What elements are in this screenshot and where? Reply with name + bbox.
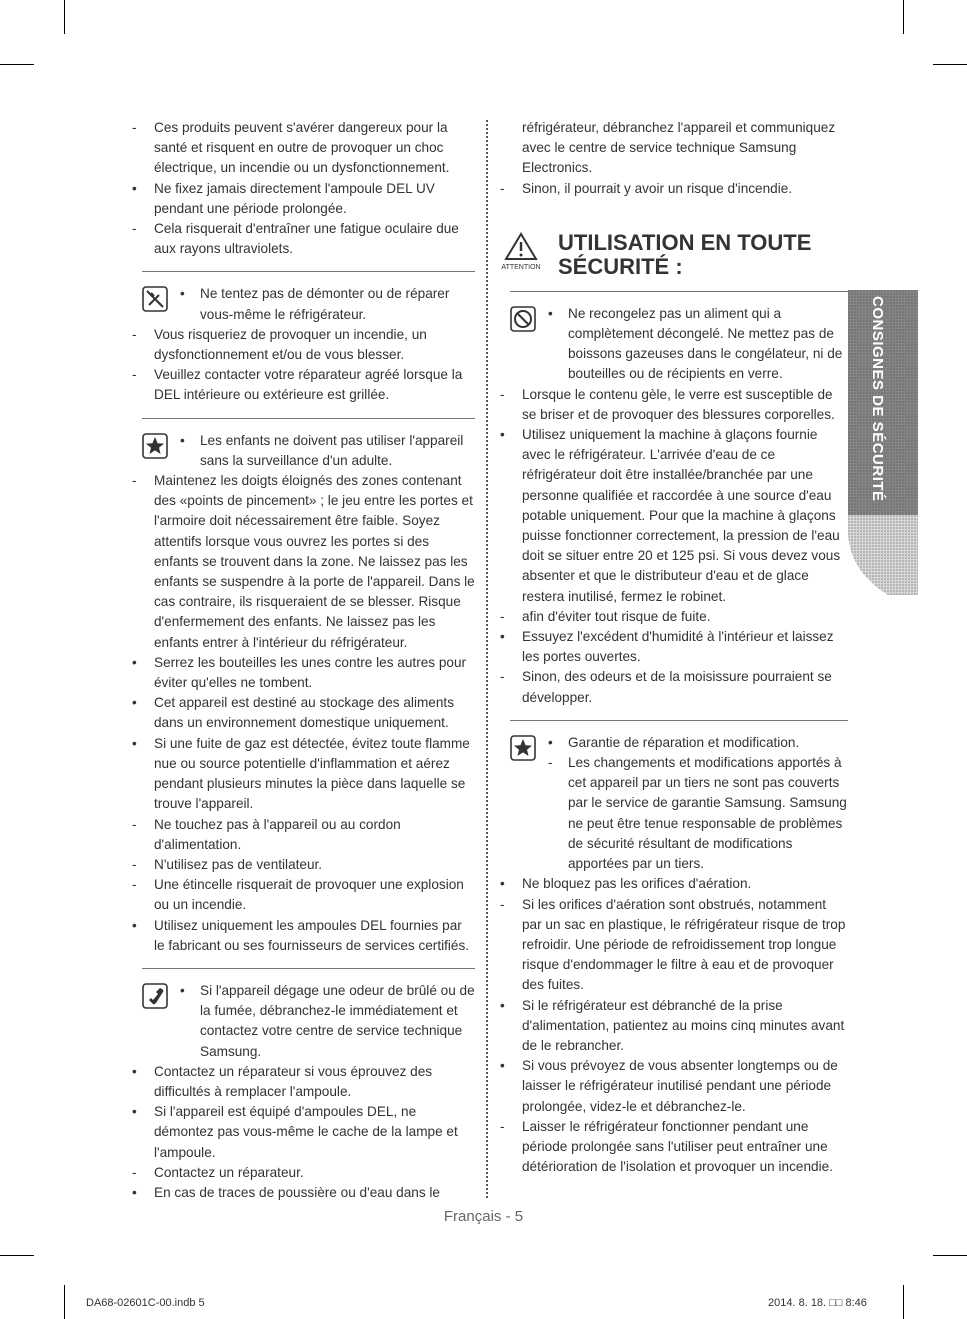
notice-sub: Les changements et modifications apportés à cet appareil par un tiers ne sont pas couverts par le service de garantie Samsung. Samsung ne peut être tenue responsable de problèmes de sécurité résultant de modifications apportées par un tiers.: [568, 755, 847, 872]
bullet-marker: [132, 693, 150, 713]
list-item: [130, 734, 475, 815]
list-item-text: Laisser le réfrigérateur fonctionner pendant une période prolongée sans l'utiliser peut entraîner une détérioration de l'isolation et provoquer un incendie.: [522, 1118, 833, 1175]
bullet-marker: [132, 734, 150, 754]
print-date: 2014. 8. 18. □□ 8:46: [768, 1297, 867, 1309]
list-item-text: Si une fuite de gaz est détectée, évitez toute flamme nue ou source potentielle d'inflammation et aérez pendant plusieurs minutes la pièce dans laquelle se trouve l'appareil.: [154, 735, 470, 812]
list-item: [130, 179, 475, 219]
dash-marker: [132, 219, 150, 239]
dash-marker: [132, 365, 150, 385]
bullet-marker: [180, 431, 185, 451]
section-divider: [142, 271, 475, 272]
list-item-text: Si le réfrigérateur est débranché de la prise d'alimentation, patientez au moins cinq minutes avant de le rebrancher.: [522, 997, 845, 1053]
smoke-notice: [130, 981, 475, 1062]
bullet-marker: [500, 996, 518, 1016]
left-intro-list: [130, 118, 475, 259]
crop-mark: [903, 1285, 904, 1319]
list-item: [498, 179, 848, 199]
section-divider: [510, 720, 848, 721]
dash-marker: [548, 753, 553, 773]
list-item: [130, 855, 475, 875]
dash-marker: [500, 385, 518, 405]
notice-lead: Si l'appareil dégage une odeur de brûlé ou de la fumée, débranchez-le immédiatement et contactez votre centre de service technique Samsung.: [200, 982, 475, 1059]
dash-marker: [132, 1163, 150, 1183]
list-item: [130, 916, 475, 956]
list-item-text: Ne touchez pas à l'appareil ou au cordon d'alimentation.: [154, 816, 401, 852]
list-item-text: Sinon, des odeurs et de la moisissure pourraient se développer.: [522, 669, 832, 705]
crop-mark: [64, 1285, 65, 1319]
list-item-text: Si vous prévoyez de vous absenter longtemps ou de laisser le réfrigérateur inutilisé pendant une période prolongée, videz-le et débranchez-le.: [522, 1058, 838, 1114]
list-item: [130, 1183, 475, 1203]
dash-marker: [132, 118, 150, 138]
section-divider: [142, 418, 475, 419]
column-divider: [486, 120, 488, 1198]
smoke-list: [130, 1062, 475, 1203]
list-item-text: Ces produits peuvent s'avérer dangereux pour la santé et risquent en outre de provoquer un choc électrique, un incendie ou un dysfonctionnement.: [154, 120, 450, 176]
notice-lead: Ne recongelez pas un aliment qui a complètement décongelé. Ne mettez pas de boissons gazeuses dans le congélateur, ni de bouteilles ou de récipients en verre.: [568, 305, 843, 382]
bullet-marker: [548, 733, 553, 753]
list-item-text: En cas de traces de poussière ou d'eau dans le: [154, 1184, 440, 1200]
list-item: [130, 1062, 475, 1102]
no-disassembly-icon: [142, 286, 168, 312]
crop-mark: [933, 1255, 967, 1256]
dash-marker: [132, 325, 150, 345]
list-item-text: N'utilisez pas de ventilateur.: [154, 856, 323, 872]
no-disassembly-list: [130, 325, 475, 406]
dash-marker: [500, 1117, 518, 1137]
list-item-text: Vous risqueriez de provoquer un incendie, un dysfonctionnement et/ou de vous blesser.: [154, 326, 427, 363]
list-item-text: Contactez un réparateur.: [154, 1164, 304, 1180]
no-disassembly-notice: [130, 284, 475, 324]
dash-marker: [500, 895, 518, 915]
list-item-text: Utilisez uniquement les ampoules DEL fournies par le fabricant ou ses fournisseurs de services certifiés.: [154, 917, 470, 953]
list-item-text: Ne bloquez pas les orifices d'aération.: [522, 876, 752, 892]
bullet-marker: [500, 627, 518, 647]
dash-marker: [500, 179, 518, 199]
list-item: [498, 874, 848, 894]
bullet-marker: [132, 1062, 150, 1082]
children-list: [130, 471, 475, 956]
notice-lead: Ne tentez pas de démonter ou de réparer vous-même le réfrigérateur.: [200, 286, 450, 322]
notice-lead: Garantie de réparation et modification.: [568, 734, 800, 750]
warranty-notice: [498, 733, 848, 753]
list-item: [130, 1163, 475, 1183]
list-item-text: Contactez un réparateur si vous éprouvez des difficultés à remplacer l'ampoule.: [154, 1063, 433, 1099]
bullet-marker: [500, 425, 518, 445]
side-tab-label: CONSIGNES DE SÉCURITÉ: [869, 296, 886, 502]
list-item: [498, 425, 848, 607]
refreeze-list: [498, 385, 848, 708]
list-item-text: Utilisez uniquement la machine à glaçons fournie avec le réfrigérateur. L'arrivée d'eau de ce réfrigérateur doit être installée/branchée par une personne qualifiée et raccordée à une source d'eau potable uniquement. Pour que la machine à glaçons puisse fonctionner correctement, la pression de l'eau doit se situer entre 20 et 125 psi. Si vous devez vous absenter et que le distributeur d'eau et de glace restera inutilisé, fermez le robinet.: [522, 427, 841, 604]
list-item: [498, 1056, 848, 1117]
page-number: Français - 5: [443, 1208, 524, 1225]
section-divider: [142, 968, 475, 969]
bullet-marker: [548, 304, 553, 324]
list-item-text: Essuyez l'excédent d'humidité à l'intérieur et laissez les portes ouvertes.: [522, 629, 834, 665]
list-item: [130, 365, 475, 405]
list-item: [498, 118, 848, 179]
list-item-text: afin d'éviter tout risque de fuite.: [522, 608, 711, 624]
list-item: [130, 875, 475, 915]
bullet-marker: [500, 1056, 518, 1076]
section-divider: [510, 291, 848, 292]
bullet-marker: [132, 916, 150, 936]
bullet-marker: [132, 653, 150, 673]
crop-mark: [64, 0, 65, 34]
bullet-marker: [180, 284, 185, 304]
warn-label: ATTENTION: [501, 263, 541, 271]
list-item-text: réfrigérateur, débranchez l'appareil et communiquez avec le centre de service technique Samsung Electronics.: [522, 120, 836, 176]
section-title: [558, 231, 811, 279]
dash-marker: [132, 875, 150, 895]
dash-marker: [500, 607, 518, 627]
list-item: [498, 627, 848, 667]
right-intro-list: [498, 118, 848, 199]
crop-mark: [0, 64, 34, 65]
list-item-text: Lorsque le contenu gèle, le verre est susceptible de se briser et de provoquer des blessures corporelles.: [522, 386, 835, 422]
section-title-line2: SÉCURITÉ :: [558, 253, 683, 279]
dash-marker: [132, 815, 150, 835]
list-item-text: Cet appareil est destiné au stockage des aliments dans un environnement domestique uniquement.: [154, 695, 454, 731]
list-item: [498, 385, 848, 425]
bullet-marker: [500, 874, 518, 894]
list-item-text: Maintenez les doigts éloignés des zones contenant des «points de pincement» ; le jeu entre les portes et l'armoire doit nécessairement être faible. Soyez attentifs lorsque vous ouvrez les portes si des enfants se trouvent dans la zone. Ne laissez pas les enfants se suspendre à la porte de l'appareil. Dans le cas contraire, ils risqueraient de se blesser. Risque d'enfermement des enfants. Ne laissez pas les enfants entrer à l'intérieur du réfrigérateur.: [154, 473, 475, 650]
list-item: [130, 815, 475, 855]
notice-lead: Les enfants ne doivent pas utiliser l'appareil sans la surveillance d'un adulte.: [200, 432, 464, 468]
phone-contact-icon: [142, 983, 168, 1009]
list-item: [498, 1117, 848, 1178]
crop-mark: [903, 0, 904, 34]
bullet-marker: [132, 1183, 150, 1203]
list-item: [498, 607, 848, 627]
file-name: DA68-02601C-00.indb 5: [86, 1297, 205, 1309]
list-item-text: Veuillez contacter votre réparateur agréé lorsque la DEL intérieure ou extérieure est grillée.: [154, 367, 463, 403]
section-heading: [498, 231, 848, 281]
list-item: [498, 996, 848, 1057]
crop-mark: [0, 1255, 34, 1256]
crop-mark: [933, 64, 967, 65]
list-item-text: Cela risquerait d'entraîner une fatigue oculaire due aux rayons ultraviolets.: [154, 221, 459, 257]
list-item-text: Sinon, il pourrait y avoir un risque d'incendie.: [522, 180, 793, 196]
list-item-text: Une étincelle risquerait de provoquer une explosion ou un incendie.: [154, 877, 464, 913]
list-item: [130, 693, 475, 733]
warning-triangle-icon: [500, 231, 542, 271]
list-item-text: Si l'appareil est équipé d'ampoules DEL, ne démontez pas vous-même le cache de la lampe et l'ampoule.: [154, 1104, 458, 1160]
bullet-marker: [180, 981, 185, 1001]
section-title-line1: UTILISATION EN TOUTE: [558, 229, 812, 255]
bullet-marker: [132, 179, 150, 199]
list-item: [130, 325, 475, 365]
dash-marker: [500, 667, 518, 687]
list-item: [498, 895, 848, 996]
children-notice: [130, 431, 475, 471]
list-item: [130, 1102, 475, 1163]
list-item: [130, 653, 475, 693]
bullet-marker: [132, 1102, 150, 1122]
list-item: [130, 471, 475, 653]
prohibited-icon: [510, 306, 536, 332]
list-item: [130, 118, 475, 179]
list-item: [130, 219, 475, 259]
list-item: [498, 667, 848, 707]
list-item-text: Si les orifices d'aération sont obstrués, notamment par un sac en plastique, le réfrigérateur risque de trop refroidir. Une période de refroidissement trop longue risque d'endommager le filtre à eau et de provoquer des fuites.: [522, 896, 846, 993]
right-column: [498, 118, 848, 1177]
star-caution-icon: [142, 433, 168, 459]
refreeze-notice: [498, 304, 848, 385]
list-item-text: Ne fixez jamais directement l'ampoule DEL UV pendant une période prolongée.: [154, 180, 435, 216]
warranty-sub: [498, 753, 848, 874]
list-item-text: Serrez les bouteilles les unes contre les autres pour éviter qu'elles ne tombent.: [154, 654, 467, 691]
dash-marker: [132, 855, 150, 875]
dash-marker: [132, 471, 150, 491]
ventilation-list: [498, 874, 848, 1177]
left-column: [130, 118, 475, 1203]
